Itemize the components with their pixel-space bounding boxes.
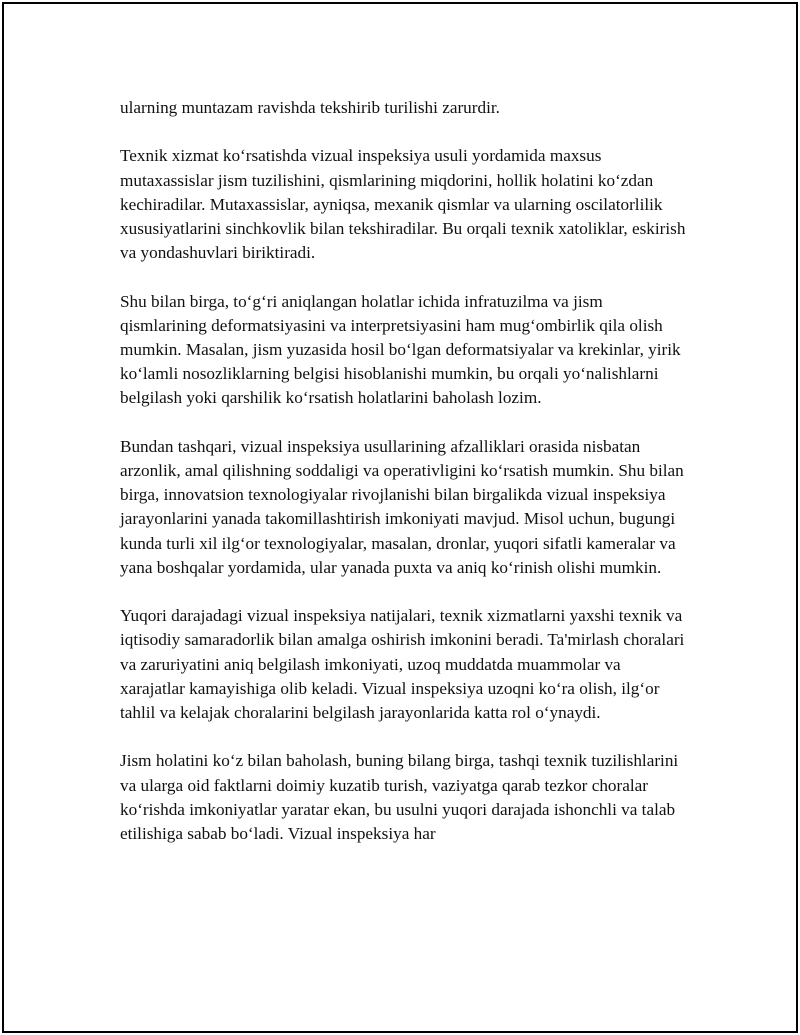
paragraph-2: Texnik xizmat ko‘rsatishda vizual inspeksiya usuli yordamida maxsus mutaxassislar jism tuzilishini, qismlarining miqdorini, hollik holatini ko‘zdan kechiradilar. Mutaxassislar, ayniqsa, mexanik qismlar va ularning oscilatorlilik xususiyatlarini sinchkovlik bilan tekshiradilar. Bu orqali texnik xatoliklar, eskirish va yondashuvlari biriktiradi. (120, 146, 686, 263)
paragraph-4: Bundan tashqari, vizual inspeksiya usullarining afzalliklari orasida nisbatan arzonlik, amal qilishning soddaligi va operativligini ko‘rsatish mumkin. Shu bilan birga, innovatsion texnologiyalar rivojlanishi bilan birgalikda vizual inspeksiya jarayonlarini yanada takomillashtirish imkoniyati mavjud. Misol uchun, bugungi kunda turli xil ilg‘or texnologiyalar, masalan, dronlar, yuqori sifatli kameralar va yana boshqalar yordamida, ular yanada puxta va aniq ko‘rinish olishi mumkin. (120, 436, 684, 577)
paragraph-5: Yuqori darajadagi vizual inspeksiya natijalari, texnik xizmatlarni yaxshi texnik va iqtisodiy samaradorlik bilan amalga oshirish imkonini beradi. Ta'mirlash choralari va zaruriyatini aniq belgilash imkoniyati, uzoq muddatda muammolar va xarajatlar kamayishiga olib keladi. Vizual inspeksiya uzoqni ko‘ra olish, ilg‘or tahlil va kelajak choralarini belgilash jarayonlarida katta rol o‘ynaydi. (120, 606, 685, 723)
page-frame (2, 2, 798, 1033)
paragraph-6: Jism holatini ko‘z bilan baholash, buning bilang birga, tashqi texnik tuzilishlarini va ularga oid faktlarni doimiy kuzatib turish, vaziyatga qarab tezkor choralar ko‘rishda imkoniyatlar yaratar ekan, bu usulni yuqori darajada ishonchli va talab etilishiga sabab bo‘ladi. Vizual inspeksiya har (120, 751, 679, 844)
paragraph-3: Shu bilan birga, to‘g‘ri aniqlangan holatlar ichida infratuzilma va jism qismlarining deformatsiyasini va interpretsiyasini ham mug‘ombirlik qila olish mumkin. Masalan, jism yuzasida hosil bo‘lgan deformatsiyalar va krekinlar, yirik ko‘lamli nosozliklarning belgisi hisoblanishi mumkin, bu orqali yo‘nalishlarni belgilash yoki qarshilik ko‘rsatish holatlarini baholash lozim. (120, 291, 681, 408)
paragraph-1: ularning muntazam ravishda tekshirib turilishi zarurdir. (120, 98, 500, 117)
document-body (120, 96, 686, 870)
